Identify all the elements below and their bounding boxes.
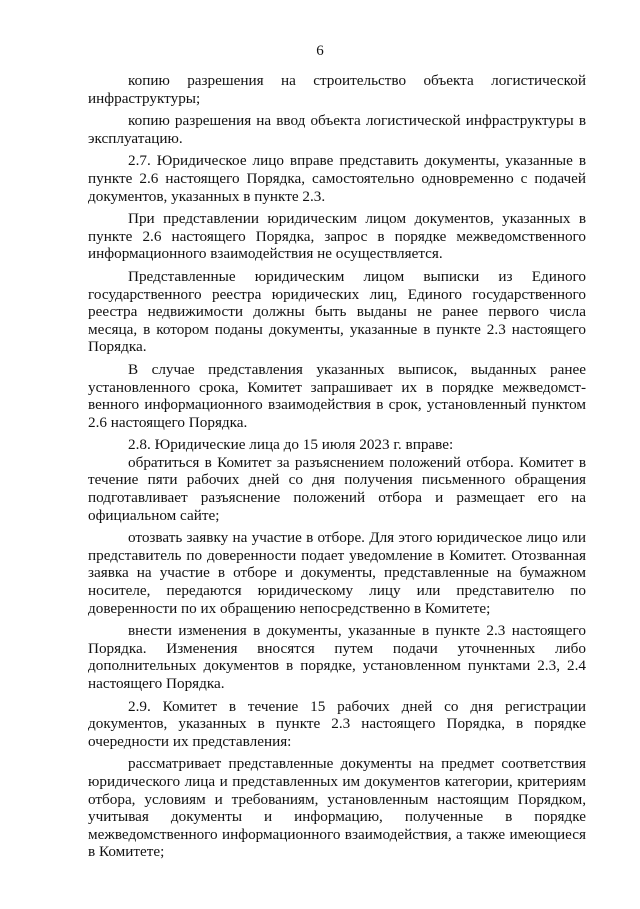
page-number: 6 [316,43,324,59]
paragraph-2-7: 2.7. Юридическое лицо вправе представить документы, указанные в пункте 2.6 настоящего Порядка, самостоятельно одновременно с подачей документов, указанных в пункте 2.3. [88,152,586,205]
paragraph-review-documents: рассматривает представленные документы на предмет соответствия юридического лица и представленных им документов категории, критериям отбора, условиям и требованиям, установленным настоящим Порядком, учитывая документы и информацию, полученные в порядке межведомственного информационного взаимодействия, а также имеющиеся в Комитете; [88,755,586,861]
paragraph-expired-extracts: В случае представления указанных выписок, выданных ранее установленного срока, Комитет запрашивает их в порядке межведомст-венного информационного взаимодействия в срок, установленный пунктом 2.6 настоящего Порядка. [88,360,586,431]
paragraph-registry-extracts: Представленные юридическим лицом выписки из Единого государственного реестра юридических лиц, Единого государственного реестра недвижимости должны быть выданы не ранее первого числа месяца, в котором поданы документы, указанные в пункте 2.3 настоящего Порядка. [88,267,586,356]
document-body [88,72,586,866]
paragraph-request-clarification: обратиться в Комитет за разъяснением положений отбора. Комитет в течение пяти рабочих дней со дня получения письменного обращения подготавливает разъяснение положений отбора и размещает его на официальном сайте; [88,453,586,524]
paragraph-2-8: 2.8. Юридические лица до 15 июля 2023 г. вправе: [128,436,454,454]
paragraph-permit-construction: копию разрешения на строительство объекта логистической инфраструктуры; [88,72,586,107]
paragraph-2-9: 2.9. Комитет в течение 15 рабочих дней со дня регистрации документов, указанных в пункте 2.3 настоящего Порядка, в порядке очередности их представления: [88,697,586,750]
paragraph-interagency-request: При представлении юридическим лицом документов, указанных в пункте 2.6 настоящего Порядка, запрос в порядке межведомственного информационного взаимодействия не осуществляется. [88,210,586,263]
paragraph-permit-commissioning: копию разрешения на ввод объекта логистической инфраструктуры в эксплуатацию. [88,112,586,147]
paragraph-amend-documents: внести изменения в документы, указанные в пункте 2.3 настоящего Порядка. Изменения вносятся путем подачи уточненных либо дополнительных документов в порядке, установленном пунктами 2.3, 2.4 настоящего Порядка. [88,622,586,692]
paragraph-withdraw-application: отозвать заявку на участие в отборе. Для этого юридическое лицо или представитель по доверенности подает уведомление в Комитет. Отозванная заявка на участие в отборе и документы, представленные на бумажном носителе, передаются юридическому лицу или представителю по доверенности по их обращению непосредственно в Комитете; [88,529,586,617]
